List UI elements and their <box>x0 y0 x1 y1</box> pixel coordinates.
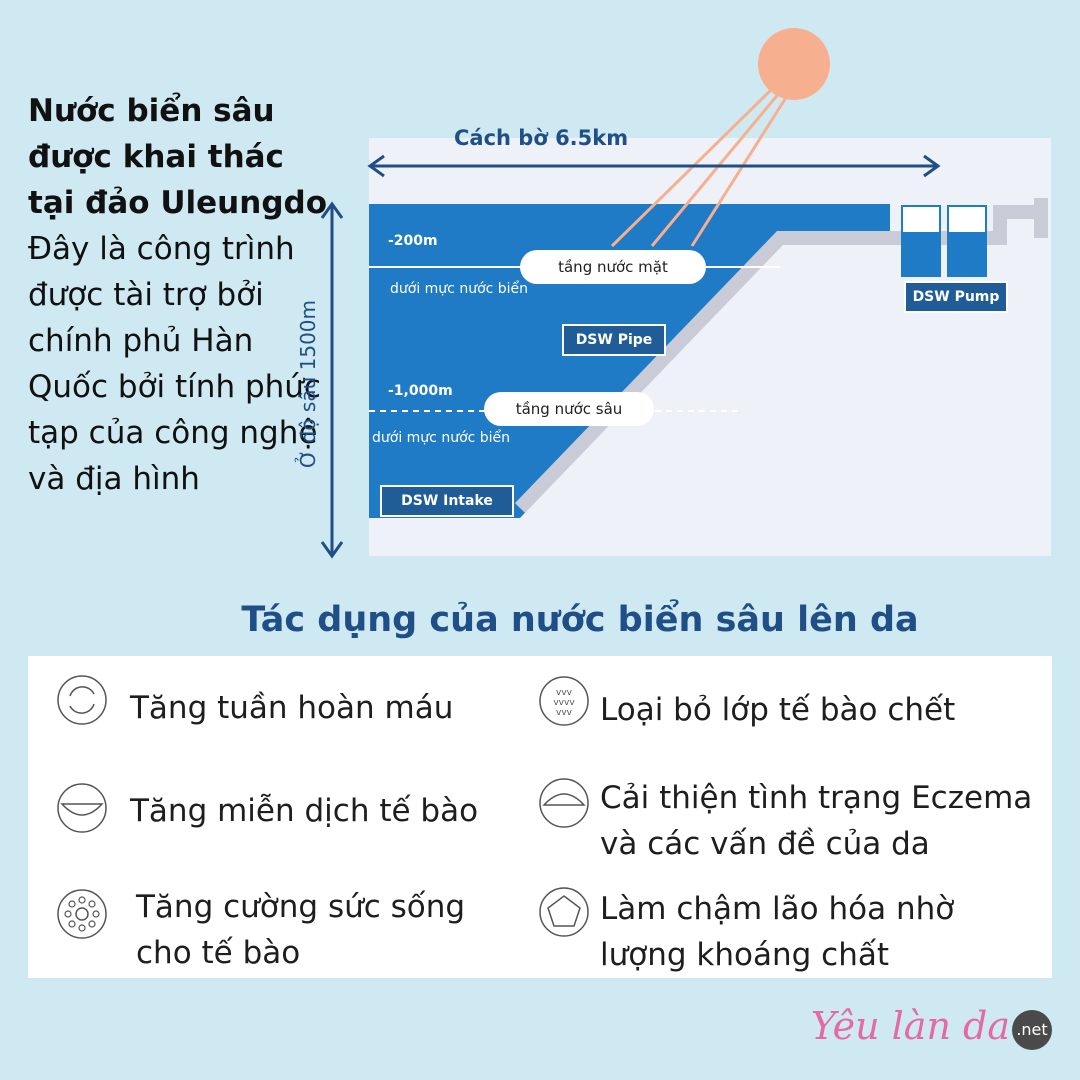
section-title: Tác dụng của nước biển sâu lên da <box>241 600 919 640</box>
benefit-text: Tăng cường sức sống cho tế bào <box>136 889 466 971</box>
dsw-pipe-tag: DSW Pipe <box>562 324 666 356</box>
surface-depth-label: -200m <box>388 233 438 249</box>
brand-suffix: .net <box>1012 1010 1052 1050</box>
benefit-text: Làm chậm lão hóa nhờ lượng khoáng chất <box>600 891 955 973</box>
distance-label: Cách bờ 6.5km <box>454 126 629 150</box>
pump-tank-water <box>948 232 986 276</box>
brand-logo <box>811 1004 1052 1050</box>
intro-body: Đây là công trình được tài trợ bởi chính phủ Hàn Quốc bởi tính phức tạp của công nghệ và địa hình <box>28 231 321 497</box>
benefit-text: Tăng miễn dịch tế bào <box>130 793 479 829</box>
cell-vitality-icon <box>56 888 108 940</box>
svg-text:vvv: vvv <box>556 708 572 718</box>
brand-name: Yêu làn da <box>810 1004 1010 1048</box>
deep-layer-pill: tầng nước sâu <box>484 392 654 426</box>
sun-icon <box>758 28 830 100</box>
svg-text:vvv: vvv <box>556 688 572 698</box>
surface-depth-caption: dưới mực nước biển <box>390 281 529 297</box>
benefit-text: Cải thiện tình trạng Eczema và các vấn đề của da <box>600 780 1033 862</box>
deep-depth-caption: dưới mực nước biển <box>372 430 511 446</box>
dsw-intake-tag: DSW Intake <box>380 485 514 517</box>
circulation-icon <box>56 674 108 726</box>
depth-label: Ở độ sâu 1500m <box>296 300 320 468</box>
surface-layer-pill: tầng nước mặt <box>520 250 706 284</box>
benefit-text: Loại bỏ lớp tế bào chết <box>600 692 956 728</box>
immunity-icon <box>56 782 108 834</box>
dsw-pump-tag: DSW Pump <box>904 281 1008 313</box>
pump-tank-water <box>902 232 940 276</box>
mineral-icon <box>538 886 590 938</box>
deep-depth-label: -1,000m <box>388 383 453 399</box>
pipe-flange <box>1034 198 1048 238</box>
benefit-text: Tăng tuần hoàn máu <box>130 690 454 726</box>
skin-icon <box>538 777 590 829</box>
svg-text:vvvv: vvvv <box>553 698 575 708</box>
intro-title: Nước biển sâu được khai thác tại đảo Uleungdo <box>28 93 327 221</box>
exfoliation-icon <box>538 675 590 727</box>
